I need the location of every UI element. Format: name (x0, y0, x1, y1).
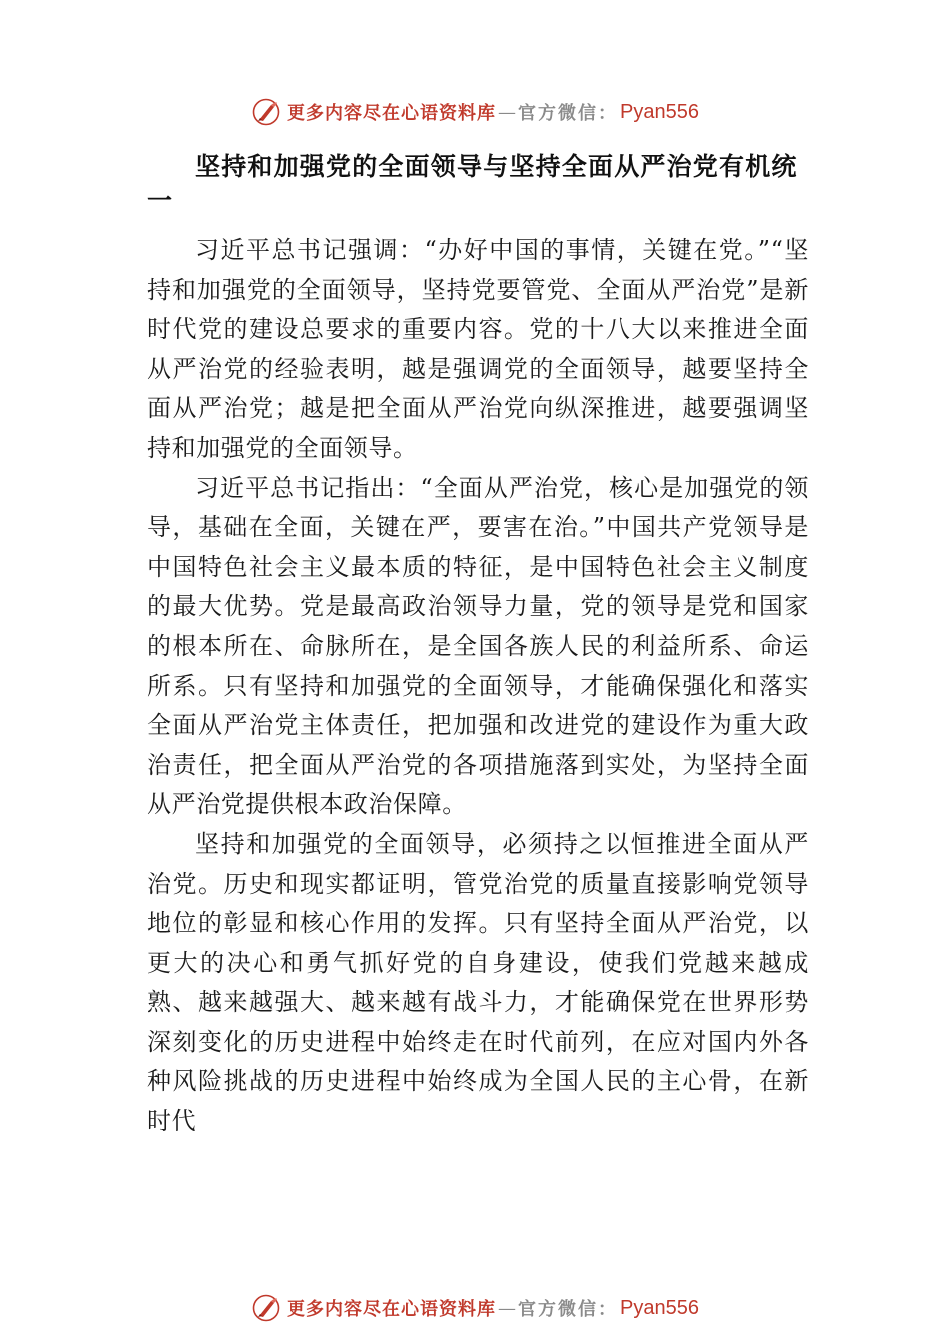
paragraph-2: 习近平总书记指出：“全面从严治党，核心是加强党的领导，基础在全面，关键在严，要害在治。”中国共产党领导是中国特色社会主义最本质的特征，是中国特色社会主义制度的最大优势。党是最高政治领导力量，党的领导是党和国家的根本所在、命脉所在，是全国各族人民的利益所系、命运所系。只有坚持和加强党的全面领导，才能确保强化和落实全面从严治党主体责任，把加强和改进党的建设作为重大政治责任，把全面从严治党的各项措施落到实处，为坚持全面从严治党提供根本政治保障。 (147, 473, 809, 819)
footer-dash: — (498, 1297, 517, 1319)
footer-brand-text: 更多内容尽在心语资料库 (287, 1299, 497, 1320)
footer-wechat-label: 官方微信： (518, 1299, 619, 1320)
document-title: 坚持和加强党的全面领导与坚持全面从严治党有机统一 (147, 152, 798, 215)
header-watermark (0, 92, 950, 132)
footer-wechat-id: Pyan556 (620, 1296, 699, 1319)
footer-watermark (0, 1288, 950, 1328)
header-brand-text: 更多内容尽在心语资料库 (287, 103, 497, 124)
quill-logo-icon (251, 1293, 281, 1323)
header-wechat-id: Pyan556 (620, 100, 699, 123)
quill-logo-icon (251, 97, 281, 127)
header-dash: — (498, 101, 517, 123)
header-wechat-label: 官方微信： (518, 103, 619, 124)
paragraph-3: 坚持和加强党的全面领导，必须持之以恒推进全面从严治党。历史和现实都证明，管党治党的质量直接影响党领导地位的彰显和核心作用的发挥。只有坚持全面从严治党，以更大的决心和勇气抓好党的自身建设，使我们党越来越成熟、越来越强大、越来越有战斗力，才能确保党在世界形势深刻变化的历史进程中始终走在时代前列，在应对国内外各种风险挑战的历史进程中始终成为全国人民的主心骨，在新时代 (147, 829, 809, 1136)
paragraph-1: 习近平总书记强调：“办好中国的事情，关键在党。”“坚持和加强党的全面领导，坚持党要管党、全面从严治党”是新时代党的建设总要求的重要内容。党的十八大以来推进全面从严治党的经验表明，越是强调党的全面领导，越要坚持全面从严治党；越是把全面从严治党向纵深推进，越要强调坚持和加强党的全面领导。 (147, 236, 809, 462)
document-body (147, 231, 809, 1142)
